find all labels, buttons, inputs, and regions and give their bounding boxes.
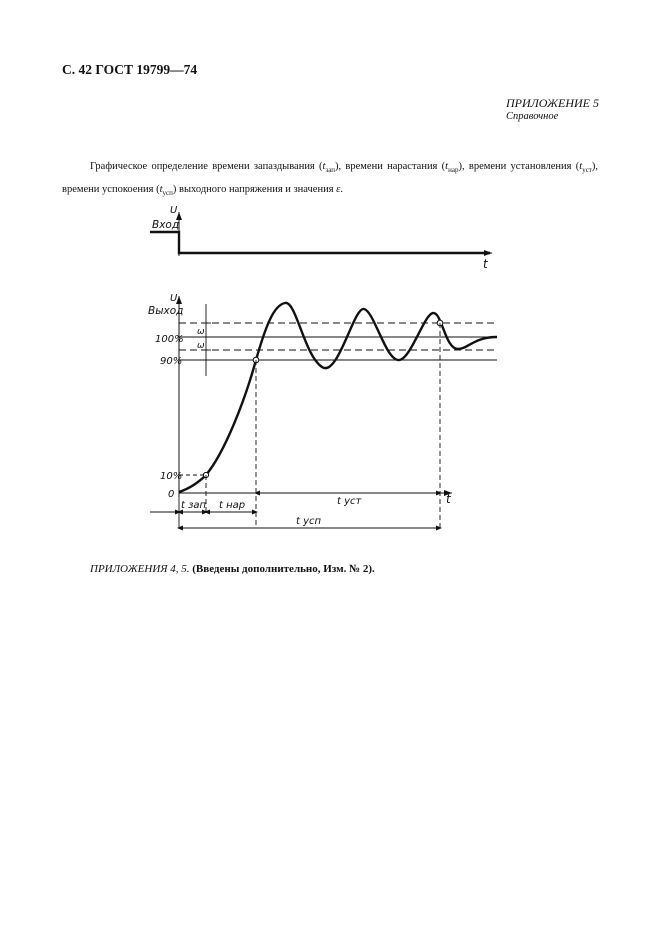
epsilon-label-lower: ω <box>197 341 205 351</box>
output-label: Выход <box>148 305 184 317</box>
input-time-label: t <box>483 257 488 271</box>
para-sub-ust: уст <box>582 166 592 174</box>
para-sub-zap: зап <box>325 166 335 174</box>
label-10: 10% <box>160 471 183 482</box>
epsilon-label-upper: ω <box>197 327 205 337</box>
output-time-label: t <box>446 492 451 506</box>
t-usp-label: t усп <box>296 516 322 527</box>
para-var: t <box>322 161 326 172</box>
label-0: 0 <box>168 489 175 500</box>
para-epsilon: ε <box>336 184 341 195</box>
label-90: 90% <box>160 356 183 367</box>
para-sub-nar: нар <box>448 166 459 174</box>
appendix-title: ПРИЛОЖЕНИЕ 5 <box>506 96 599 110</box>
output-response-curve <box>179 303 497 492</box>
para-text: ), времени нарастания ( <box>335 161 446 172</box>
para-sub-usp: усп <box>162 189 173 197</box>
input-step-signal <box>150 232 490 253</box>
footnote-bold: (Введены дополнительно, Изм. № 2). <box>192 563 375 575</box>
para-text: . <box>340 184 343 195</box>
footnote <box>90 563 375 575</box>
input-graph <box>150 212 492 256</box>
page-header: С. 42 ГОСТ 19799—74 <box>62 62 198 77</box>
label-100: 100% <box>155 334 184 345</box>
output-axis-label: U <box>170 293 178 304</box>
para-var: t <box>445 161 449 172</box>
footnote-italic: ПРИЛОЖЕНИЯ 4, 5. <box>90 563 190 575</box>
para-var: t <box>159 184 163 195</box>
para-text: Графическое определение времени запаздывания ( <box>90 161 323 172</box>
para-var: t <box>579 161 583 172</box>
t-ust-label: t уст <box>337 496 362 507</box>
para-text: ), времени успокоения ( <box>62 161 598 195</box>
input-label: Вход <box>152 219 180 231</box>
para-text: ) выходного напряжения и значения <box>172 184 337 195</box>
appendix-subtitle: Справочное <box>506 111 559 122</box>
t-zap-label: t зап <box>181 500 207 511</box>
input-axis-label: U <box>170 205 178 216</box>
t-nar-label: t нар <box>219 500 246 511</box>
para-text: ), времени установления ( <box>458 161 580 172</box>
